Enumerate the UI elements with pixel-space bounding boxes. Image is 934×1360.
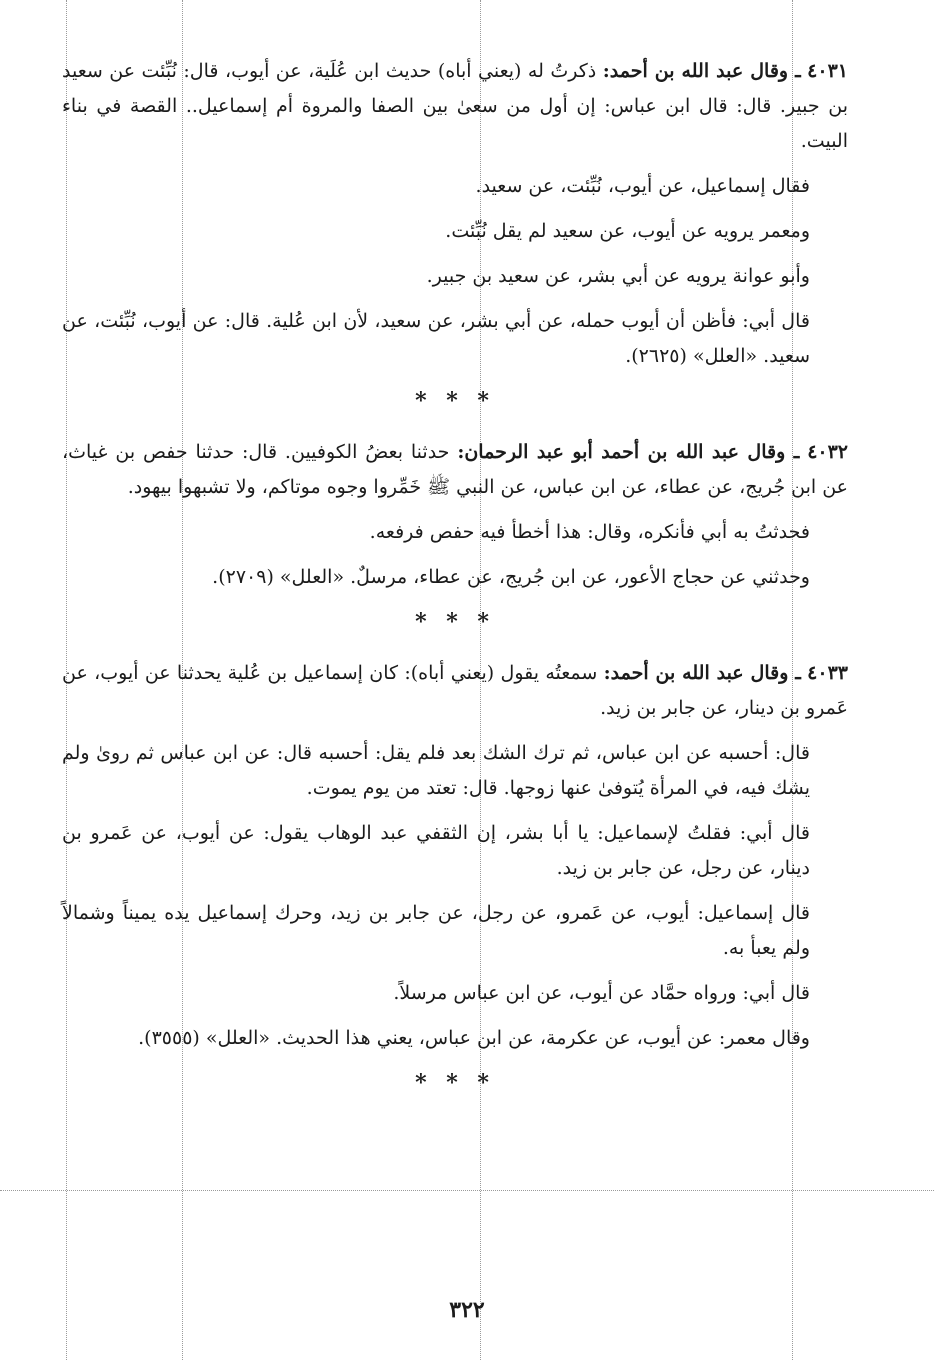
section-separator: * * *: [415, 388, 495, 414]
entry-paragraph: [62, 656, 848, 726]
page-number: ٣٢٢: [449, 1297, 485, 1323]
entry-paragraph: قال أبي: فأظن أن أيوب حمله، عن أبي بشر، عن سعيد، لأن ابن عُلية. قال: عن أيوب، نُبِّئت، عن سعيد. «العلل» (٢٦٢٥).: [62, 310, 810, 367]
entry-paragraph: ومعمر يرويه عن أيوب، عن سعيد لم يقل نُبِّئت.: [445, 220, 810, 242]
entry-paragraph: قال أبي: ورواه حمَّاد عن أيوب، عن ابن عباس مرسلاً.: [393, 982, 810, 1004]
section-separator: * * *: [415, 1070, 495, 1096]
entry-text: سمعتُه يقول (يعني أباه): كان إسماعيل بن عُلية يحدثنا عن أيوب، عن عَمرو بن دينار، عن جابر بن زيد.: [62, 662, 848, 719]
entry-number: ٤٠٣٣: [807, 662, 848, 684]
entry-paragraph: [62, 435, 848, 505]
entry-paragraph: [62, 54, 848, 159]
hadith-entry-4033: [62, 656, 848, 1056]
hadith-entry-4031: [62, 54, 848, 374]
entry-paragraph: فحدثتُ به أبي فأنكره، وقال: هذا أخطأ فيه حفص فرفعه.: [369, 521, 810, 543]
entry-number: ٤٠٣١: [807, 60, 848, 82]
entry-paragraph: وحدثني عن حجاج الأعور، عن ابن جُريج، عن عطاء، مرسلٌ. «العلل» (٢٧٠٩).: [212, 566, 810, 588]
entry-paragraph: فقال إسماعيل، عن أيوب، نُبِّئت، عن سعيد.: [475, 175, 810, 197]
entry-lead: ـ وقال عبد الله بن أحمد:: [603, 662, 801, 684]
section-separator: * * *: [415, 609, 495, 635]
entry-lead: ـ وقال عبد الله بن أحمد:: [602, 60, 801, 82]
entry-paragraph: قال أبي: فقلتُ لإسماعيل: يا أبا بشر، إن الثقفي عبد الوهاب يقول: عن أيوب، عن عَمرو بن دينار، عن رجل، عن جابر بن زيد.: [62, 822, 810, 879]
page-body: [62, 54, 848, 1117]
entry-number: ٤٠٣٢: [807, 441, 849, 463]
entry-paragraph: قال إسماعيل: أيوب، عن عَمرو، عن رجل، عن جابر بن زيد، وحرك إسماعيل يده يميناً وشمالاً ولم يعبأ به.: [62, 902, 810, 959]
entry-text: حدثنا بعضُ الكوفيين. قال: حدثنا حفص بن غياث، عن ابن جُريج، عن عطاء، عن ابن عباس، عن النبي ﷺ خَمِّروا وجوه موتاكم، ولا تشبهوا بيهود.: [62, 441, 848, 498]
entry-text: ذكرتُ له (يعني أباه) حديث ابن عُلَية، عن أيوب، قال: نُبِّئت عن سعيد بن جبير. قال: قال ابن عباس: إن أول من سعىٰ بين الصفا والمروة أم إسماعيل.. القصة في بناء البيت.: [62, 60, 848, 152]
hadith-entry-4032: [62, 435, 848, 595]
entry-paragraph: وقال معمر: عن أيوب، عن عكرمة، عن ابن عباس، يعني هذا الحديث. «العلل» (٣٥٥٥).: [138, 1027, 810, 1049]
entry-paragraph: قال: أحسبه عن ابن عباس، ثم ترك الشك بعد فلم يقل: أحسبه قال: عن ابن عباس ثم روىٰ ولم يشك فيه، في المرأة يُتوفىٰ عنها زوجها. قال: تعتد من يوم يموت.: [62, 742, 810, 799]
scan-guide-line: [0, 1190, 934, 1191]
entry-lead: ـ وقال عبد الله بن أحمد أبو عبد الرحمان:: [457, 441, 800, 463]
entry-paragraph: وأبو عوانة يرويه عن أبي بشر، عن سعيد بن جبير.: [426, 265, 810, 287]
